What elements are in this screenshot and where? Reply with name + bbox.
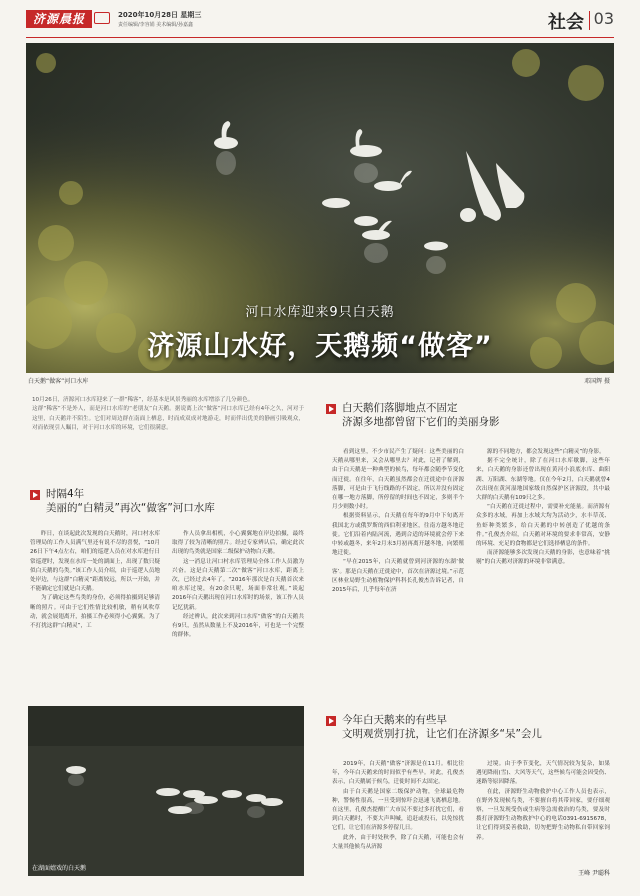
photo-credit: 邓国辉 摄: [584, 378, 610, 385]
paragraph: 昨日，在谈起此次发现的白天鹅时，河口村水库管理局的工作人员满气里还有说不尽的喜悦，“10月26日下午4点左右，咱们的巡逻人员在对水库进行日常巡逻时，发现在水库一处的湖面上，出现了数只疑似白天鹅的鸟类。”该工作人员介绍，由于巡逻人员地处岸边，与这群“白精灵”距离较远，所以一开始，并不能确定它们就是白天鹅。: [30, 531, 160, 593]
masthead-divider: [589, 11, 591, 30]
swans-photo: [28, 706, 304, 876]
newspaper-logo: 济源晨报: [26, 10, 92, 28]
play-arrow-icon: [326, 404, 336, 414]
paragraph: 而济源能够多次发现白天鹅的身影，也意味着“挑剔”的白天鹅对济源的环境非常满意。: [476, 550, 610, 566]
section-2-column-b: [476, 448, 610, 568]
hero-headline: 济源山水好，天鹅频“做客”: [147, 331, 493, 362]
paragraph: 这一消息让河口村水库管理局全体工作人员激为兴奋。这是白天鹅第二次“做客”河口水库，距离上次，已经过去4年了。“2016年那次是白天鹅首次来咱水库过境，有20余只呢，场面非常壮观。”谈起2016年白天鹅出现在河口水库时的场景，该工作人员记忆犹新。: [172, 558, 304, 611]
paragraph: 据不完全统计，除了在河口水库歇脚，这些年来，白天鹅的身影还曾出现在黄河小浪底水库、曲阳湖、万阳湖、东湖等地。仅在今年2月，白天鹅就曾4次出现在黄河湿地国家级自然保护区济源段，共中最大群的白天鹅有109只之多。: [476, 458, 610, 502]
paragraph: “早在2015年，白天鹅就曾到河济源的东湖‘做客’。那是白天鹅在迁徙途中，首次在济源过境。”示范区林业局野生动植物保护科科长孔俊杰告诉记者，自2015年后，几乎每年在济: [332, 559, 464, 594]
paragraph: 过境。由于季节变化，天气情况较为复杂，如果遇见降雨(雪)、大风等天气，这些候鸟可能会因受伤、迷路等原因降落。: [476, 761, 610, 786]
section-3-headline: 文明观赏别打扰，让它们在济源多“呆”会儿: [342, 728, 542, 740]
hero-subtitle: 河口水库迎来9只白天鹅: [245, 305, 395, 320]
lead-paragraph: 10月26日，济源河口水库迎来了一群“稀客”，经基本是风景秀丽的水库增添了几分颜色。 这群“稀客”不是外人，而是河口水库的“老朋友”白天鹅。据说离上次“做客”河口水库已经有4年之久，河对于这里，白天鹅并不陌生。它们对周边群在南面上栖息，时而成双成对地游走，时而伴出优美的静画引吸观众，对而依现引人瞩目，对于河口水库的环境，它们很满意。: [32, 397, 304, 432]
section-1-headline: 美丽的“白精灵”再次“做客”河口水库: [46, 502, 215, 514]
section-1-column-a: [30, 530, 160, 631]
section-2-kicker: 白天鹅们落脚地点不固定: [342, 402, 458, 414]
paragraph: “白天鹅在迁徙过程中，需要补充能量。而济源有众多的水域，再加上水域大均为活动少，水丰草茂、鱼虾种类繁多，给白天鹅的中转创造了优越的条件。”孔俊杰介绍，白天鹅对环境的要求非常高，安静的环境、充足的食物都是它们选择栖息的条件。: [476, 504, 610, 548]
paragraph: 2019年，白天鹅“做客”济源是在11月。相比往年，今年白天鹅来的时间似乎有些早。对此，孔俊杰表示，白天鹅属于候鸟，迁徙时间不太固定。: [332, 761, 464, 786]
paragraph: 根据资料显示，白天鹅在每年的9月中下旬离开我国北方或俄罗斯的西伯利亚地区，往南方越冬地迁徙。它们沿着内陆河流，遇到合适的环境就会停下来中转或越冬，来年2月末3月初再离开越冬地，向繁殖地迁徙。: [332, 513, 464, 557]
hero-caption: 白天鹅“做客”河口水库: [28, 378, 89, 385]
swans-playing-image: [28, 706, 304, 876]
section-header-1: [30, 486, 306, 516]
section-name: 社会: [548, 12, 584, 33]
paragraph: 看到这里，不少市民产生了疑问：这些美丽的白天鹅从哪里来，又会从哪里去？对此，记者了解到，由于白天鹅是一种典型的候鸟，每年都会随季节变化而迁徙。在往年，白天鹅虽然都会在迁徙途中在济源落脚，可是由于飞行线路的不固定，所以并没有固定在哪一地方落脚，所停留的时间也不固定，多则半个月少则数小时。: [332, 449, 464, 511]
swans-photo-caption: 在湖面嬉戏的白天鹅: [32, 865, 87, 872]
paragraph: 经过辨认，此次来到河口水库“做客”的白天鹅共有9只，虽然从数量上不及2016年，可也是一个完整的群体。: [172, 613, 304, 639]
play-arrow-icon: [30, 490, 40, 500]
article-byline: 王峰 尹聪科: [578, 870, 610, 877]
section-3-column-b: [476, 760, 610, 843]
section-header-3: [326, 712, 616, 742]
paragraph: 由于白天鹅是国家二级保护动物，全球最危物种，警惕性很高，一旦受到惊吓会迅速飞离栖息地。在这里，孔俊杰提醒广大市民不要过多打扰它们，看到白天鹅时，不要大声叫喊，追赶或投石，以免惊扰它们，让它们在济源多停留几日。: [332, 788, 464, 832]
issue-date: 2020年10月28日 星期三: [118, 11, 202, 19]
hero-photo: [26, 43, 614, 373]
paragraph: 作人员拿出相机，小心翼翼地在岸边拍摄，最终取得了较为清晰的照片。经过专家辨认后，确定此次出现的鸟类就是国家二级保护动物白天鹅。: [172, 531, 304, 556]
editors-line: 责任编辑/李容娟 美术编辑/孙嘉鑫: [118, 22, 193, 28]
paragraph: 在此，济源野生动物救护中心工作人员也表示，在野外发现候鸟类，不要擅自将其带回家，要仔细观察，一旦发现受伤或生病等急需救治的鸟类，要及时拨打济源野生动物救护中心的电话0391-6915678，让它们得到妥善救助，切勿把野生动物私自带回家饲养。: [476, 788, 610, 841]
section-3-kicker: 今年白天鹅来的有些早: [342, 714, 447, 726]
logo-badge-icon: [94, 12, 110, 24]
section-3-column-a: [332, 760, 464, 852]
page-number: 03: [593, 9, 614, 28]
section-1-column-b: [172, 530, 304, 640]
paragraph: 此外，由于时处秋季，除了白天鹅，可能也会有大量其他候鸟从济源: [332, 834, 464, 850]
section-1-kicker: 时隔4年: [46, 488, 85, 500]
paragraph: 源的不同地方，都会发现这些“白精灵”的身影。: [487, 449, 605, 455]
play-arrow-icon: [326, 716, 336, 726]
section-2-column-a: [332, 448, 464, 595]
paragraph: 为了确定这些鸟类的身份，必须得拍摄到足够清晰的照片。可由于它们性情比较机敏，稍有风吹草动，就会展翅离开，拍摄工作必须得小心翼翼。为了不打扰这群“白精灵”，工: [30, 595, 160, 630]
section-header-2: [326, 400, 616, 430]
section-2-headline: 济源多地都曾留下它们的美丽身影: [342, 416, 500, 428]
masthead: [26, 8, 614, 38]
